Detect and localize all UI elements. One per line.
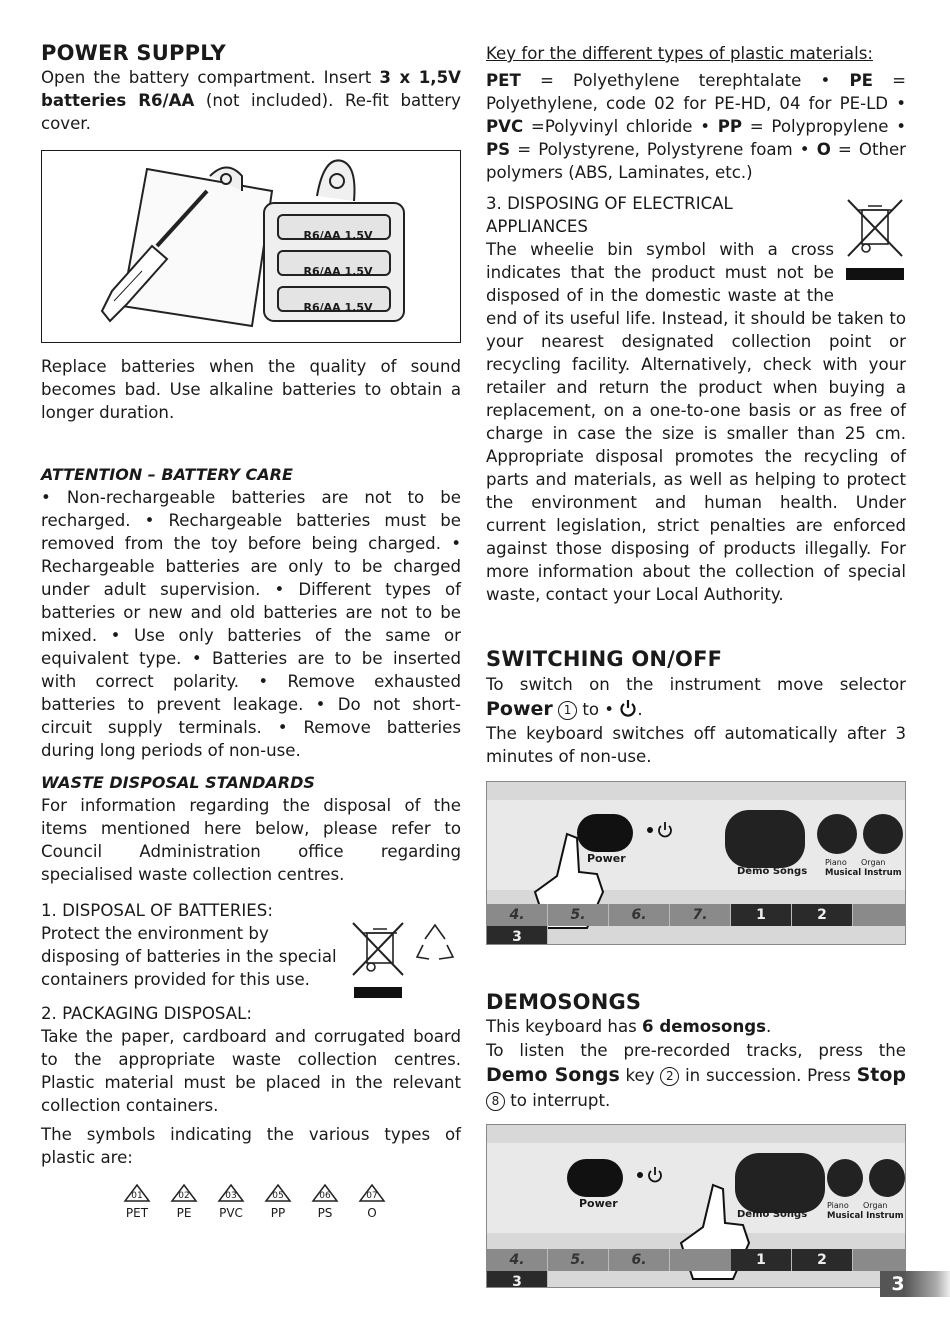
power-supply-heading: POWER SUPPLY (41, 41, 226, 65)
power-label: Power (587, 852, 626, 865)
plastic-symbol: 05 PP (260, 1183, 296, 1220)
auto-off-text: The keyboard switches off automatically after 3 minutes of non-use. (486, 724, 906, 766)
power-supply-text: Open the battery compartment. Insert 3 x 1,5V batteries R6/AA (not included). Re-fit battery cover. (41, 68, 462, 133)
demo-songs-label: Demo Songs (737, 866, 808, 877)
keyboard-photo-demo: Power Demo Songs Piano Organ Musical Instrum 4. 5. 6. 1 23 (486, 1124, 906, 1288)
page-number-tab (880, 1271, 950, 1297)
switching-heading: SWITCHING ON/OFF (486, 647, 723, 671)
packaging-disposal-text: Take the paper, cardboard and corrugated board to the appropriate waste collection centres. Plastic material must be placed in the relevant collection containers. (41, 1027, 461, 1115)
right-column (486, 42, 906, 1288)
batteries-disposal-heading: 1. DISPOSAL OF BATTERIES: (41, 901, 273, 920)
plastic-symbol: 06 PS (307, 1183, 343, 1220)
battery-3-label: R6/AA 1.5V (303, 301, 373, 314)
battery-2-label: R6/AA 1.5V (303, 265, 373, 278)
keyboard-photo-power: Power Demo Songs Piano Organ Musical Instrum 4. 5. 6. 7. 1 23 (486, 781, 906, 945)
demo-songs-button[interactable] (725, 810, 805, 868)
battery-compartment-icon (42, 151, 459, 341)
plastic-symbols-intro: The symbols indicating the various types of plastic are: (41, 1125, 461, 1167)
battery-illustration (41, 150, 461, 343)
power-indicator-icon (645, 820, 675, 840)
page-number: 3 (891, 1273, 905, 1295)
electrical-disposal-heading: 3. DISPOSING OF ELECTRICAL APPLIANCES (486, 194, 733, 236)
piano-button[interactable] (817, 814, 857, 854)
switching-text: To switch on the instrument move selector Power 1 to • . (486, 675, 906, 720)
plastic-key-heading: Key for the different types of plastic materials: (486, 44, 873, 63)
attention-heading: ATTENTION – BATTERY CARE (41, 465, 293, 484)
demosongs-count-text: This keyboard has 6 demosongs. (486, 1017, 772, 1036)
batteries-disposal-text: Protect the environment by disposing of batteries in the special containers provided for this use. (41, 924, 337, 989)
power-symbol-icon (619, 699, 637, 717)
power-button[interactable] (567, 1159, 623, 1197)
demosongs-instructions-text: To listen the pre-recorded tracks, press the Demo Songs key 2 in succession. Press Stop 8 to interrupt. (486, 1041, 906, 1110)
plastic-symbol: 07 O (354, 1183, 390, 1220)
crossed-bin-and-recycle-icon (343, 919, 463, 1005)
battery-1-label: R6/AA 1.5V (303, 229, 373, 242)
attention-text: • Non-rechargeable batteries are not to be recharged. • Rechargeable batteries must be removed from the toy before being charged. • Rechargeable batteries are only to be charged under adult supervision. • Different types of batteries or new and old batteries are not to be mixed. • Use only batteries of the same or equivalent type. • Batteries are to be inserted with correct polarity. • Remove exhausted batteries to prevent leakage. • Do not short-circuit supply terminals. • Remove batteries during long periods of non-use. (41, 488, 461, 760)
waste-text: For information regarding the disposal of the items mentioned here below, please refer to Council Administration office regarding specialised waste collection centres. (41, 796, 461, 884)
power-label: Power (579, 1197, 618, 1210)
organ-button[interactable] (869, 1159, 905, 1197)
wheelie-bin-crossed-icon (844, 198, 906, 284)
key-labels-strip: 4. 5. 6. 1 23 (487, 1249, 905, 1271)
demo-songs-label: Demo Songs (737, 1209, 808, 1220)
packaging-disposal-heading: 2. PACKAGING DISPOSAL: (41, 1004, 252, 1023)
key-labels-strip: 4. 5. 6. 7. 1 23 (487, 904, 905, 926)
organ-button[interactable] (863, 814, 903, 854)
piano-button[interactable] (827, 1159, 863, 1197)
plastic-key-text: PET = Polyethylene terephtalate • PE = Polyethylene, code 02 for PE-HD, 04 for PE-LD • PVC =Polyvinyl chloride • PP = Polypropylene • PS = Polystyrene, Polystyrene foam • O = Other polymers (ABS, Laminates, etc.) (486, 71, 907, 182)
electrical-disposal-text: The wheelie bin symbol with a cross indicates that the product must not be disposed of in the domestic waste at the end of its useful life. Instead, it should be taken to your nearest designated collection point or recycling facility. Alternatively, check with your retailer and return the product when buying a replacement, on a one-to-one basis or as free of charge in case the size is smaller than 25 cm. Appropriate disposal promotes the recycling of parts and materials, as well as helping to protect the environment and human health. Under current legislation, strict penalties are enforced against those disposing of products illegally. For more information about the collection of special waste, contact your Local Authority. (486, 240, 906, 604)
left-column (41, 40, 461, 1220)
plastic-symbol: 02 PE (166, 1183, 202, 1220)
waste-heading: WASTE DISPOSAL STANDARDS (41, 773, 315, 792)
demosongs-heading: DEMOSONGS (486, 990, 642, 1014)
battery-replace-text: Replace batteries when the quality of sound becomes bad. Use alkaline batteries to obtain a longer duration. (41, 357, 461, 422)
plastic-symbol: 01 PET (119, 1183, 155, 1220)
plastic-symbol: 03 PVC (213, 1183, 249, 1220)
plastic-symbols-row (119, 1183, 461, 1220)
power-indicator-icon (635, 1165, 665, 1185)
